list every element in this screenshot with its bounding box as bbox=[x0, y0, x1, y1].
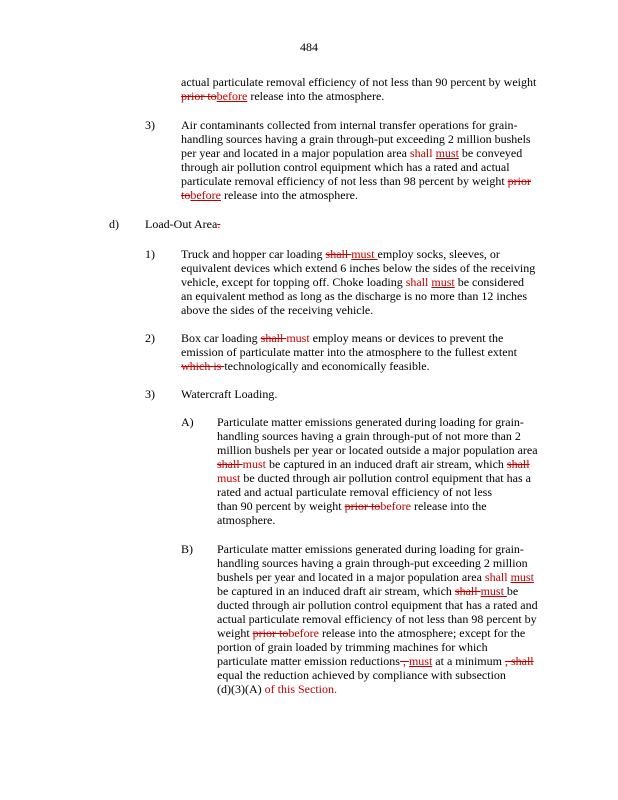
d3a-line-3: million bushels per year or located outside a major population area bbox=[217, 443, 538, 457]
top-cont-line-2 bbox=[181, 89, 384, 103]
text: technologically and economically feasible. bbox=[224, 359, 430, 373]
deleted-text: shall bbox=[454, 584, 481, 598]
text: particulate matter emission reductions bbox=[217, 654, 400, 668]
text: be captured in an induced draft air stream, which bbox=[217, 584, 455, 598]
deleted-text: , bbox=[399, 654, 409, 668]
inserted-text: must bbox=[435, 146, 459, 160]
section-title bbox=[145, 217, 220, 231]
d2-line-2: emission of particulate matter into the atmosphere to the fullest extent bbox=[181, 345, 517, 359]
text: be bbox=[506, 584, 519, 598]
red-text: shall bbox=[484, 570, 508, 584]
text: per year and located in a major population area bbox=[181, 146, 410, 160]
deleted-text: prior to bbox=[181, 89, 217, 103]
d3a-line-6: rated and actual particulate removal efficiency of not less bbox=[217, 485, 492, 499]
d3a-line-5 bbox=[217, 471, 531, 485]
inserted-text: must bbox=[408, 654, 433, 668]
deleted-text: shall bbox=[217, 457, 243, 471]
d3b-line-5: ducted through air pollution control equipment that has a rated and bbox=[217, 598, 538, 612]
text: release into the bbox=[410, 499, 487, 513]
page-number: 484 bbox=[300, 40, 318, 54]
d2-line-1 bbox=[181, 331, 503, 345]
text: be conveyed bbox=[458, 146, 523, 160]
d3a-line-4 bbox=[217, 457, 530, 471]
d1-line-4: an equivalent method as long as the discharge is no more than 12 inches bbox=[181, 289, 528, 303]
subitem-letter: B) bbox=[181, 542, 193, 556]
red-text: before bbox=[288, 626, 319, 640]
d3b-line-8: portion of grain loaded by trimming machines for which bbox=[217, 640, 488, 654]
inserted-text: before bbox=[190, 188, 221, 202]
d3b-line-6: actual particulate removal efficiency of not less than 98 percent by bbox=[217, 612, 537, 626]
red-text: must bbox=[242, 457, 267, 471]
deleted-text: . bbox=[217, 217, 221, 231]
d3b-line-1: Particulate matter emissions generated during loading for grain- bbox=[217, 542, 524, 556]
d3-title: Watercraft Loading. bbox=[181, 387, 278, 401]
d3b-line-11 bbox=[217, 682, 337, 696]
text: at a minimum bbox=[432, 654, 505, 668]
text: be considered bbox=[454, 275, 525, 289]
deleted-text: prior bbox=[507, 174, 531, 188]
d3b-line-4 bbox=[217, 584, 518, 598]
text: be captured in an induced draft air stream, which bbox=[266, 457, 507, 471]
d1-line-5: above the sides of the receiving vehicle. bbox=[181, 303, 374, 317]
d1-line-2: equivalent devices which extend 6 inches below the sides of the receiving bbox=[181, 261, 536, 275]
d3b-line-2: handling sources having a grain through-put exceeding 2 million bbox=[217, 556, 528, 570]
deleted-text: shall bbox=[325, 247, 352, 261]
item3-line-4: through air pollution control equipment which has a rated and actual bbox=[181, 160, 510, 174]
item3-line-1: Air contaminants collected from internal transfer operations for grain- bbox=[181, 118, 518, 132]
deleted-text: prior to bbox=[344, 499, 381, 513]
text: release into the atmosphere. bbox=[221, 188, 358, 202]
text: employ means or devices to prevent the bbox=[309, 331, 504, 345]
inserted-text: before bbox=[216, 89, 248, 103]
deleted-text: prior to bbox=[252, 626, 289, 640]
red-text: of this Section bbox=[264, 682, 334, 696]
red-text: must bbox=[286, 331, 310, 345]
d1-line-1 bbox=[181, 247, 500, 261]
d3a-line-2: handling sources having a grain through-put of not more than 2 bbox=[217, 429, 521, 443]
text: Truck and hopper car loading bbox=[181, 247, 326, 261]
section-letter: d) bbox=[109, 217, 119, 231]
d2-line-3 bbox=[181, 359, 430, 373]
inserted-text: must bbox=[480, 584, 507, 598]
item3-line-6 bbox=[181, 188, 358, 202]
deleted-text: to bbox=[181, 188, 191, 202]
text: release into the atmosphere. bbox=[247, 89, 385, 103]
item3-line-2: handling sources having a grain through-put exceeding 2 million bushels bbox=[181, 132, 531, 146]
text: Box car loading bbox=[181, 331, 261, 345]
text: be ducted through air pollution control equipment that has a bbox=[240, 471, 531, 485]
item3-line-5 bbox=[181, 174, 531, 188]
deleted-text: which is bbox=[181, 359, 225, 373]
d3a-line-1: Particulate matter emissions generated during loading for grain- bbox=[217, 415, 524, 429]
item-number: 3) bbox=[145, 387, 155, 401]
red-text: before bbox=[380, 499, 411, 513]
inserted-text: must bbox=[431, 275, 455, 289]
d3b-line-10: equal the reduction achieved by compliance with subsection bbox=[217, 668, 506, 682]
text: weight bbox=[217, 626, 253, 640]
top-cont-line-1: actual particulate removal efficiency of not less than 90 percent by weight bbox=[181, 75, 537, 89]
d3a-line-8: atmosphere. bbox=[217, 513, 276, 527]
text: employ socks, sleeves, or bbox=[377, 247, 500, 261]
text: release into the atmosphere; except for the bbox=[319, 626, 526, 640]
d3a-line-7 bbox=[217, 499, 487, 513]
item-number: 2) bbox=[145, 331, 155, 345]
inserted-text: must bbox=[510, 570, 534, 584]
deleted-text: , shall bbox=[504, 654, 534, 668]
inserted-text: must bbox=[351, 247, 378, 261]
deleted-text: shall bbox=[260, 331, 287, 345]
text: bushels per year and located in a major population area bbox=[217, 570, 485, 584]
text: than 90 percent by weight bbox=[217, 499, 345, 513]
item-number: 3) bbox=[145, 118, 155, 132]
d3b-line-9 bbox=[217, 654, 534, 668]
d3b-line-3 bbox=[217, 570, 534, 584]
text: vehicle, except for topping off. Choke loading bbox=[181, 275, 406, 289]
red-text: must bbox=[217, 471, 241, 485]
subitem-letter: A) bbox=[181, 415, 194, 429]
text: (d)(3)(A) bbox=[217, 682, 265, 696]
red-text: shall bbox=[405, 275, 429, 289]
red-text: . bbox=[333, 682, 337, 696]
red-text: shall bbox=[409, 146, 433, 160]
item-number: 1) bbox=[145, 247, 155, 261]
text: Load-Out Area bbox=[145, 217, 218, 231]
d3b-line-7 bbox=[217, 626, 525, 640]
text: particulate removal efficiency of not less than 98 percent by weight bbox=[181, 174, 508, 188]
item3-line-3 bbox=[181, 146, 522, 160]
d1-line-3 bbox=[181, 275, 524, 289]
deleted-text: shall bbox=[506, 457, 530, 471]
